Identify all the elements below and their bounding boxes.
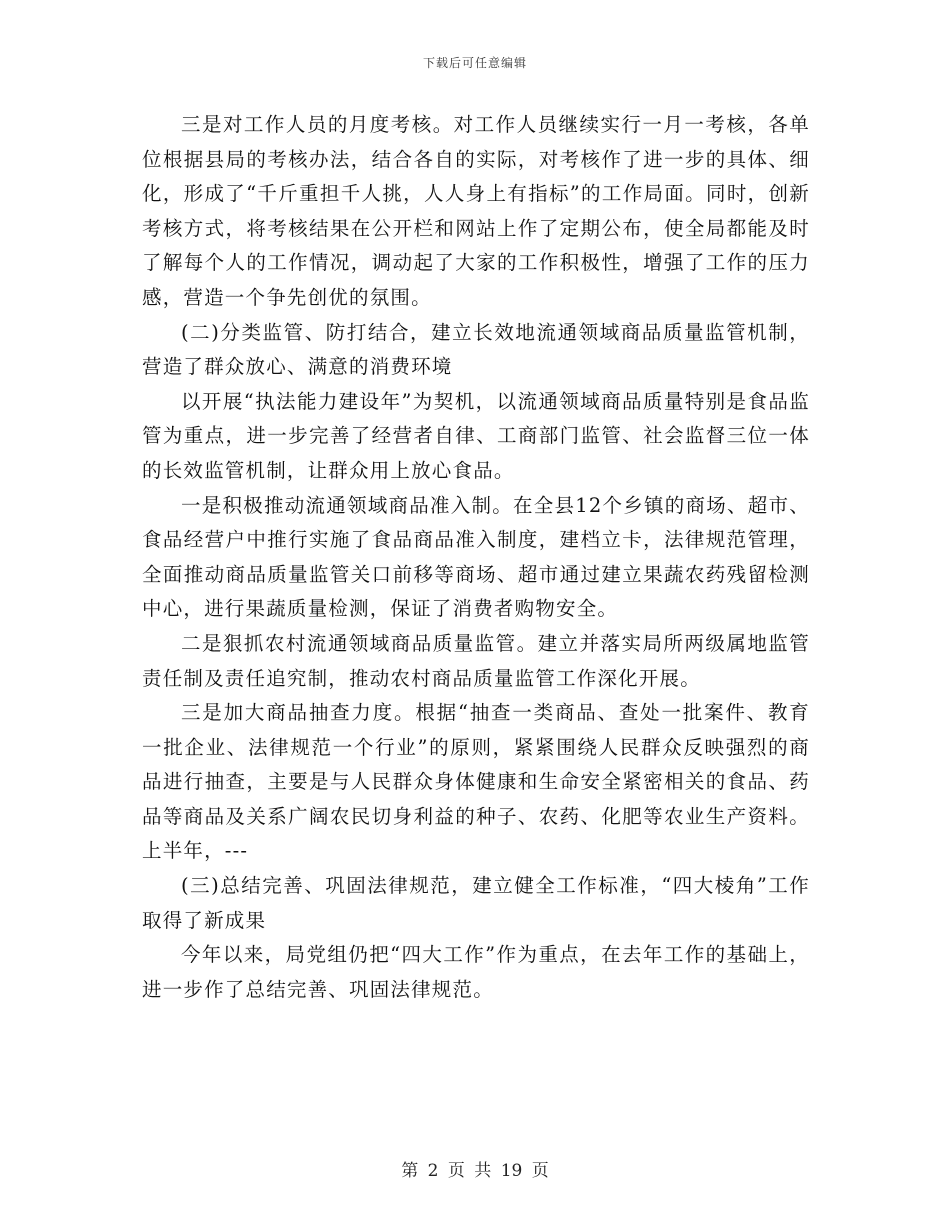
page-header: 下载后可任意编辑 [422, 56, 527, 70]
page-number: 第 2 页 共 19 页 [401, 1161, 549, 1181]
paragraph-rural-supervision: 二是狠抓农村流通领域商品质量监管。建立并落实局所两级属地监管责任制及责任追究制，推动农村商品质量监管工作深化开展。 [142, 631, 810, 690]
section-heading-2: (二)分类监管、防打结合，建立长效地流通领域商品质量监管机制，营造了群众放心、满意的消费环境 [142, 320, 810, 379]
paragraph-four-major-works: 今年以来，局党组仍把“四大工作”作为重点，在去年工作的基础上，进一步作了总结完善、巩固法律规范。 [142, 943, 810, 1001]
section-heading-3: (三)总结完善、巩固法律规范，建立健全工作标准，“四大棱角”工作取得了新成果 [142, 874, 810, 932]
paragraph-law-enforcement-year: 以开展“执法能力建设年”为契机，以流通领域商品质量特别是食品监管为重点，进一步完善了经营者自律、工商部门监管、社会监督三位一体的长效监管机制，让群众用上放心食品。 [142, 389, 810, 482]
paragraph-market-access: 一是积极推动流通领域商品准入制。在全县12个乡镇的商场、超市、食品经营户中推行实施了食品商品准入制度，建档立卡，法律规范管理，全面推动商品质量监管关口前移等商场、超市通过建立果蔬农药残留检测中心，进行果蔬质量检测，保证了消费者购物安全。 [142, 493, 810, 621]
paragraph-monthly-assessment: 三是对工作人员的月度考核。对工作人员继续实行一月一考核，各单位根据县局的考核办法，结合各自的实际，对考核作了进一步的具体、细化，形成了“千斤重担千人挑，人人身上有指标”的工作局面。同时，创新考核方式，将考核结果在公开栏和网站上作了定期公布，使全局都能及时了解每个人的工作情况，调动起了大家的工作积极性，增强了工作的压力感，营造一个争先创优的氛围。 [142, 113, 810, 309]
document-body [142, 108, 810, 1007]
paragraph-spot-checks: 三是加大商品抽查力度。根据“抽查一类商品、查处一批案件、教育一批企业、法律规范一个行业”的原则，紧紧围绕人民群众反映强烈的商品进行抽查，主要是与人民群众身体健康和生命安全紧密相关的食品、药品等商品及关系广阔农民切身利益的种子、农药、化肥等农业生产资料。上半年，--- [142, 701, 810, 863]
